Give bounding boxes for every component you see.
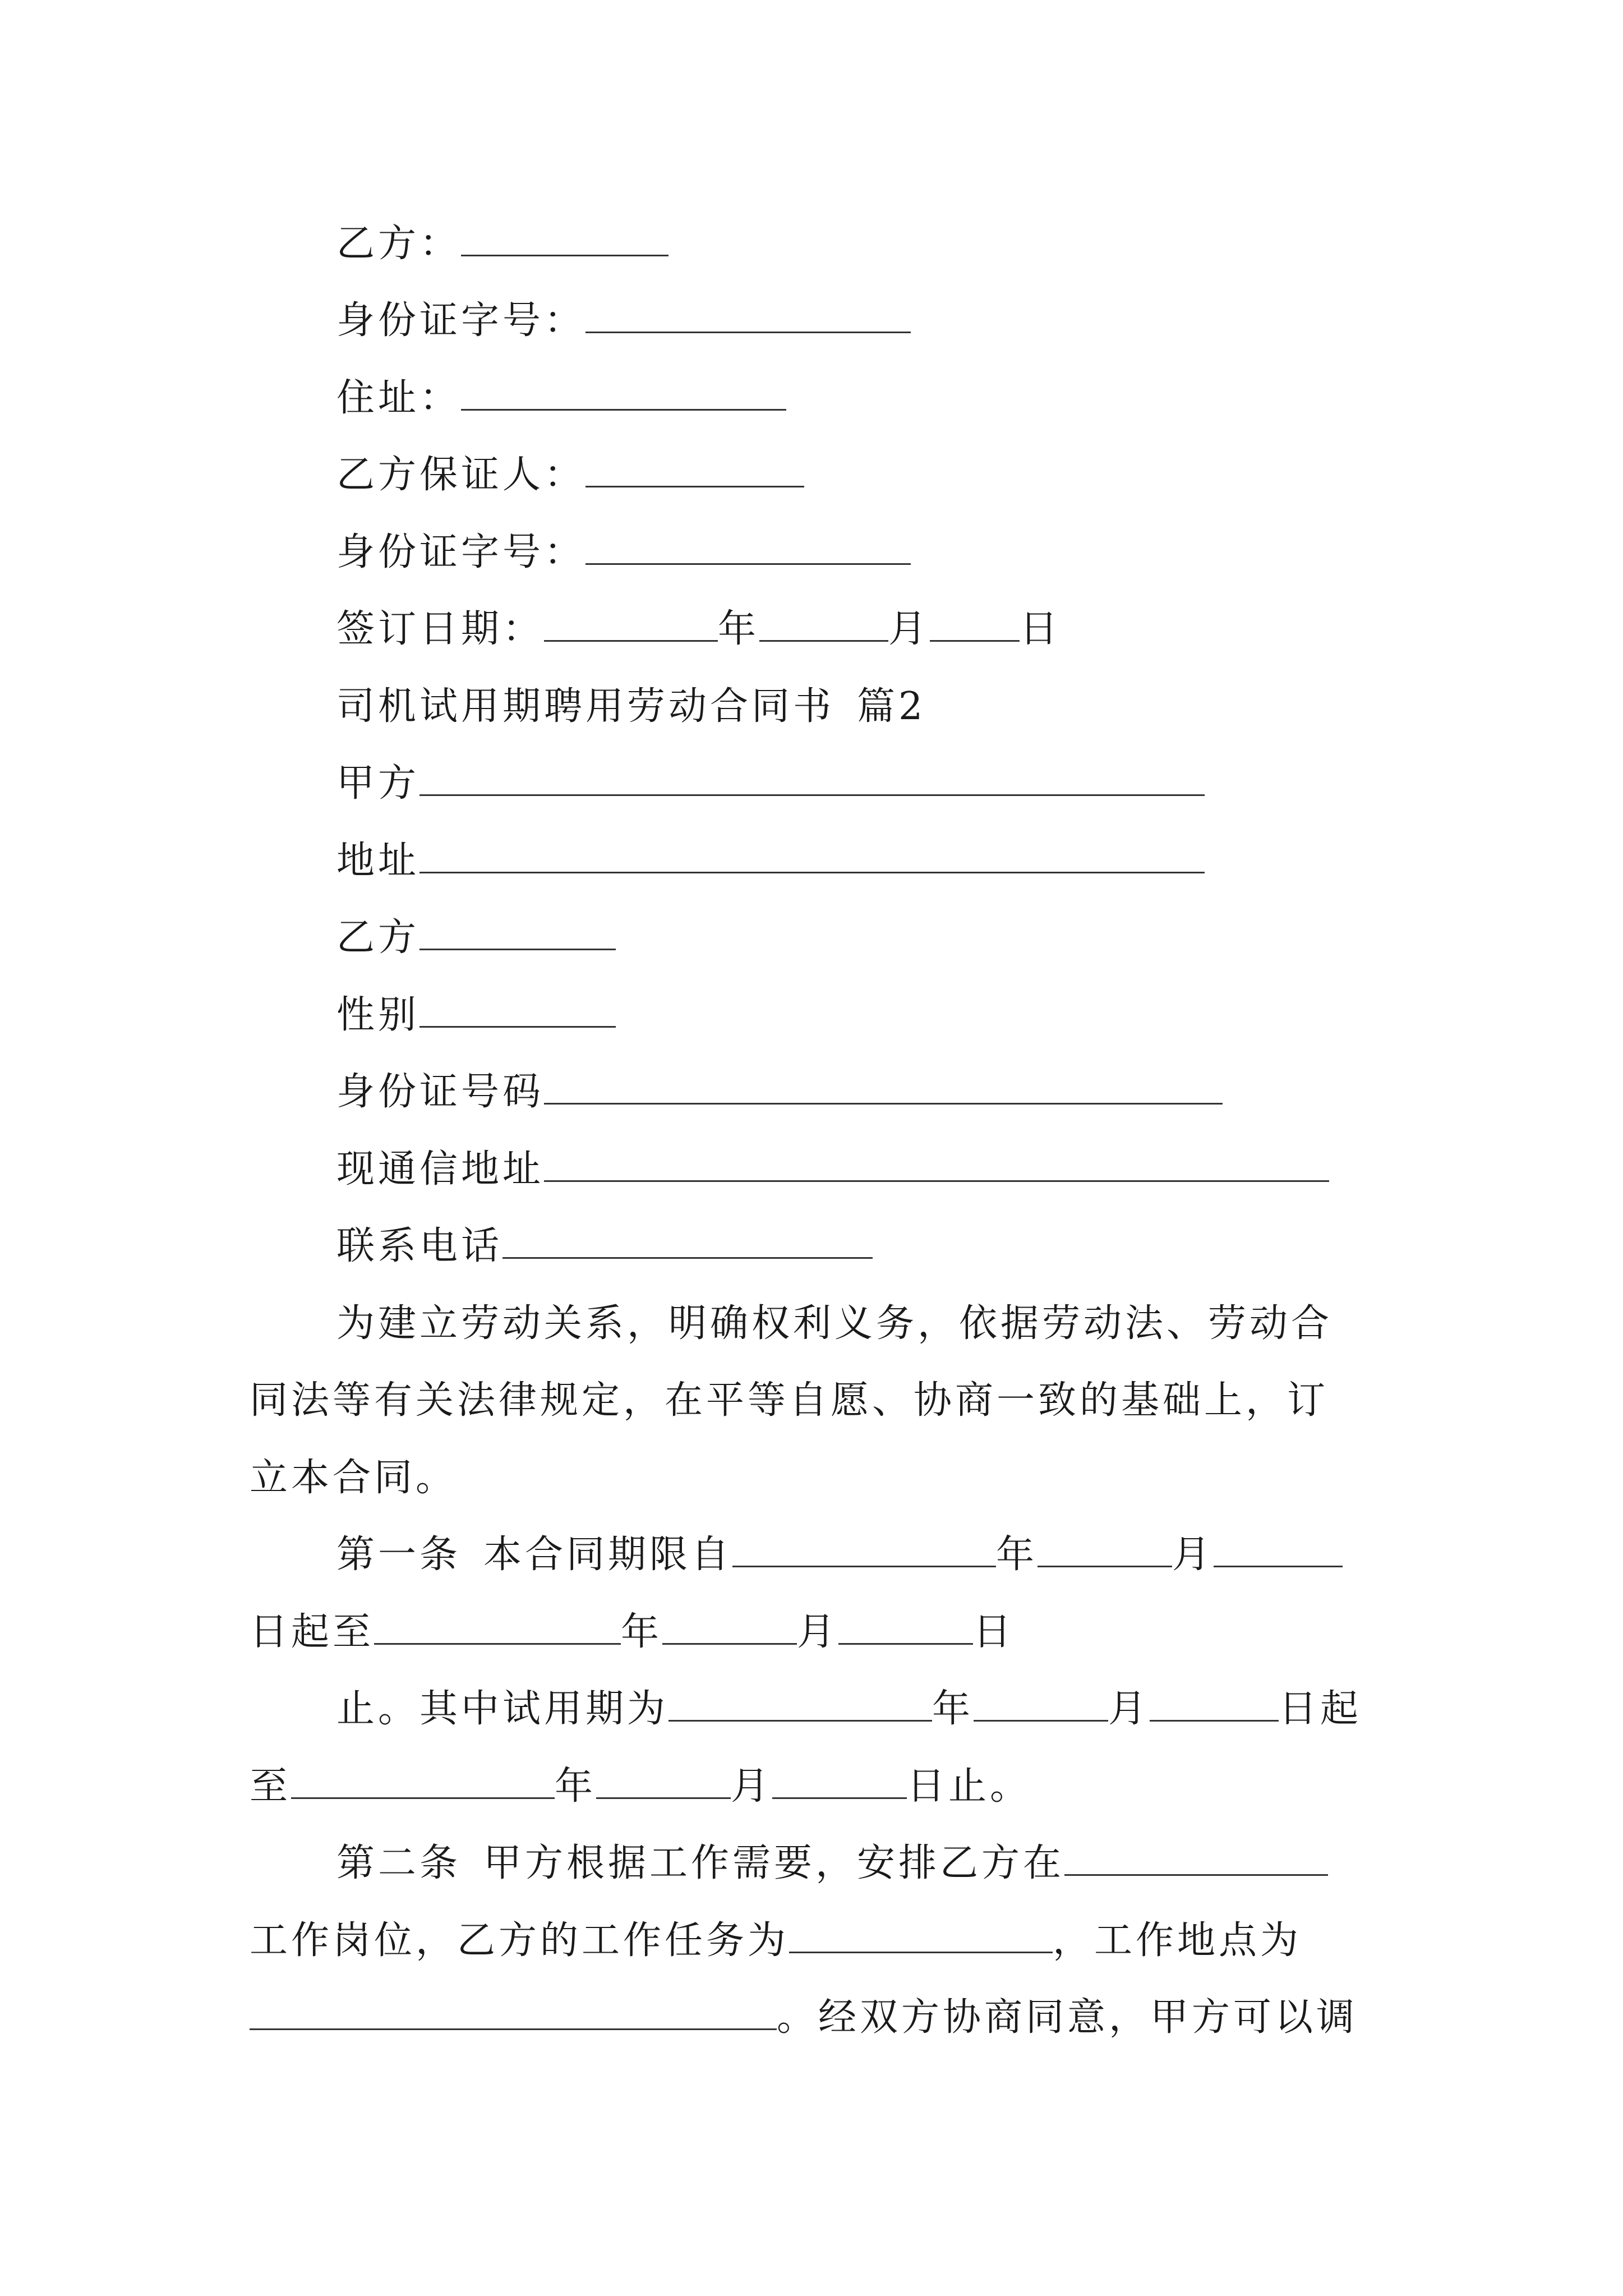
article-2-line-3 (250, 1995, 1358, 2040)
term-end-day-blank[interactable] (838, 1611, 973, 1645)
probation-start-year-blank[interactable] (668, 1687, 932, 1722)
party-a-line (336, 761, 1205, 806)
party-b-id-blank[interactable] (585, 299, 911, 333)
term-start-month-blank[interactable] (1038, 1533, 1172, 1567)
section-title: 司机试用期聘用劳动合同书 (336, 684, 835, 729)
term-end-prefix: 日起至 (250, 1610, 375, 1654)
probation-prefix: 止。其中试用期为 (336, 1687, 669, 1731)
party-b-blank[interactable] (461, 222, 668, 256)
mailing-address-line (336, 1147, 1329, 1192)
article-1-line-3 (336, 1687, 1362, 1732)
phone-blank[interactable] (502, 1225, 873, 1259)
party-b2-line (336, 915, 616, 960)
gender-blank[interactable] (419, 993, 616, 1028)
id-number-label: 身份证号码 (336, 1070, 545, 1114)
gender-line (336, 993, 616, 1038)
probation-end-day-blank[interactable] (772, 1765, 907, 1799)
probation-end-year-blank[interactable] (291, 1765, 555, 1799)
job-post-blank[interactable] (1064, 1842, 1328, 1876)
party-a-blank[interactable] (419, 762, 1205, 796)
day-label: 日 (973, 1610, 1015, 1654)
article-1-line-4 (250, 1764, 1031, 1809)
id-number-blank[interactable] (544, 1070, 1223, 1105)
section-heading (336, 684, 926, 729)
article-2-text: 甲方根据工作需要，安排乙方在 (483, 1841, 1065, 1885)
guarantor-line (336, 453, 804, 498)
party-a-address-line (336, 839, 1205, 884)
month-label: 月 (797, 1610, 839, 1654)
probation-end-prefix: 至 (250, 1764, 292, 1809)
year-label: 年 (996, 1533, 1038, 1577)
guarantor-label: 乙方保证人： (336, 453, 586, 497)
guarantor-id-blank[interactable] (585, 531, 911, 565)
article-1-text: 本合同期限自 (483, 1533, 733, 1577)
article-1-number: 第一条 (336, 1533, 462, 1577)
term-end-month-blank[interactable] (662, 1611, 797, 1645)
job-task-prefix: 工作岗位，乙方的工作任务为 (250, 1918, 790, 1963)
id-number-line (336, 1070, 1223, 1115)
work-place-blank[interactable] (250, 1996, 777, 2030)
year-label: 年 (932, 1687, 974, 1731)
guarantor-id-label: 身份证字号： (336, 530, 586, 574)
paragraph-text-2: 同法等有关法律规定，在平等自愿、协商一致的基础上，订 (250, 1378, 1329, 1423)
party-a-address-label: 地址 (336, 839, 420, 883)
paragraph-text-3: 立本合同。 (250, 1456, 458, 1500)
address-line (336, 376, 786, 421)
party-a-address-blank[interactable] (419, 839, 1205, 873)
probation-end-month-blank[interactable] (596, 1765, 731, 1799)
party-b-label: 乙方： (336, 222, 462, 266)
day-label: 日 (1020, 607, 1062, 651)
guarantor-id-line (336, 530, 911, 575)
probation-start-month-blank[interactable] (974, 1687, 1108, 1722)
day-end-label: 日止。 (907, 1764, 1032, 1809)
paragraph-text-1: 为建立劳动关系，明确权利义务，依据劳动法、劳动合 (336, 1301, 1333, 1346)
month-label: 月 (731, 1764, 773, 1809)
article-2-line-1 (336, 1841, 1328, 1886)
term-start-day-blank[interactable] (1214, 1533, 1343, 1567)
article-2-number: 第二条 (336, 1841, 462, 1885)
party-b2-blank[interactable] (419, 916, 616, 950)
sign-year-blank[interactable] (544, 608, 718, 642)
article-1-line-2 (250, 1610, 1015, 1655)
year-label: 年 (621, 1610, 663, 1654)
sign-month-blank[interactable] (759, 608, 888, 642)
party-b2-label: 乙方 (336, 915, 420, 960)
sign-date-line (336, 607, 1061, 652)
month-label: 月 (1172, 1533, 1214, 1577)
month-label: 月 (1108, 1687, 1150, 1731)
address-blank[interactable] (461, 376, 786, 411)
sign-date-label: 签订日期： (336, 607, 545, 651)
article-1-line-1 (336, 1533, 1343, 1577)
probation-start-day-blank[interactable] (1150, 1687, 1279, 1722)
article-2-continued: 。经双方协商同意，甲方可以调 (777, 1995, 1358, 2040)
paragraph-line-3 (250, 1456, 457, 1501)
sign-day-blank[interactable] (930, 608, 1020, 642)
party-b-id-label: 身份证字号： (336, 298, 586, 343)
term-end-year-blank[interactable] (374, 1611, 621, 1645)
party-b-id-line (336, 298, 911, 343)
phone-line (336, 1224, 873, 1269)
month-label: 月 (888, 607, 930, 651)
phone-label: 联系电话 (336, 1224, 503, 1268)
job-task-blank[interactable] (789, 1919, 1053, 1953)
year-label: 年 (718, 607, 760, 651)
gender-label: 性别 (336, 993, 420, 1037)
guarantor-blank[interactable] (585, 453, 804, 487)
party-b-line (336, 222, 668, 266)
term-start-year-blank[interactable] (732, 1533, 996, 1567)
address-label: 住址： (336, 376, 462, 420)
year-label: 年 (555, 1764, 597, 1809)
mailing-address-blank[interactable] (544, 1148, 1329, 1182)
party-a-label: 甲方 (336, 761, 420, 806)
section-number: 篇2 (857, 684, 926, 729)
paragraph-line-1 (336, 1301, 1332, 1346)
day-start-label: 日起 (1279, 1687, 1362, 1731)
article-2-line-2 (250, 1918, 1302, 1963)
mailing-address-label: 现通信地址 (336, 1147, 545, 1191)
paragraph-line-2 (250, 1378, 1329, 1423)
work-place-prefix: ，工作地点为 (1053, 1918, 1302, 1963)
